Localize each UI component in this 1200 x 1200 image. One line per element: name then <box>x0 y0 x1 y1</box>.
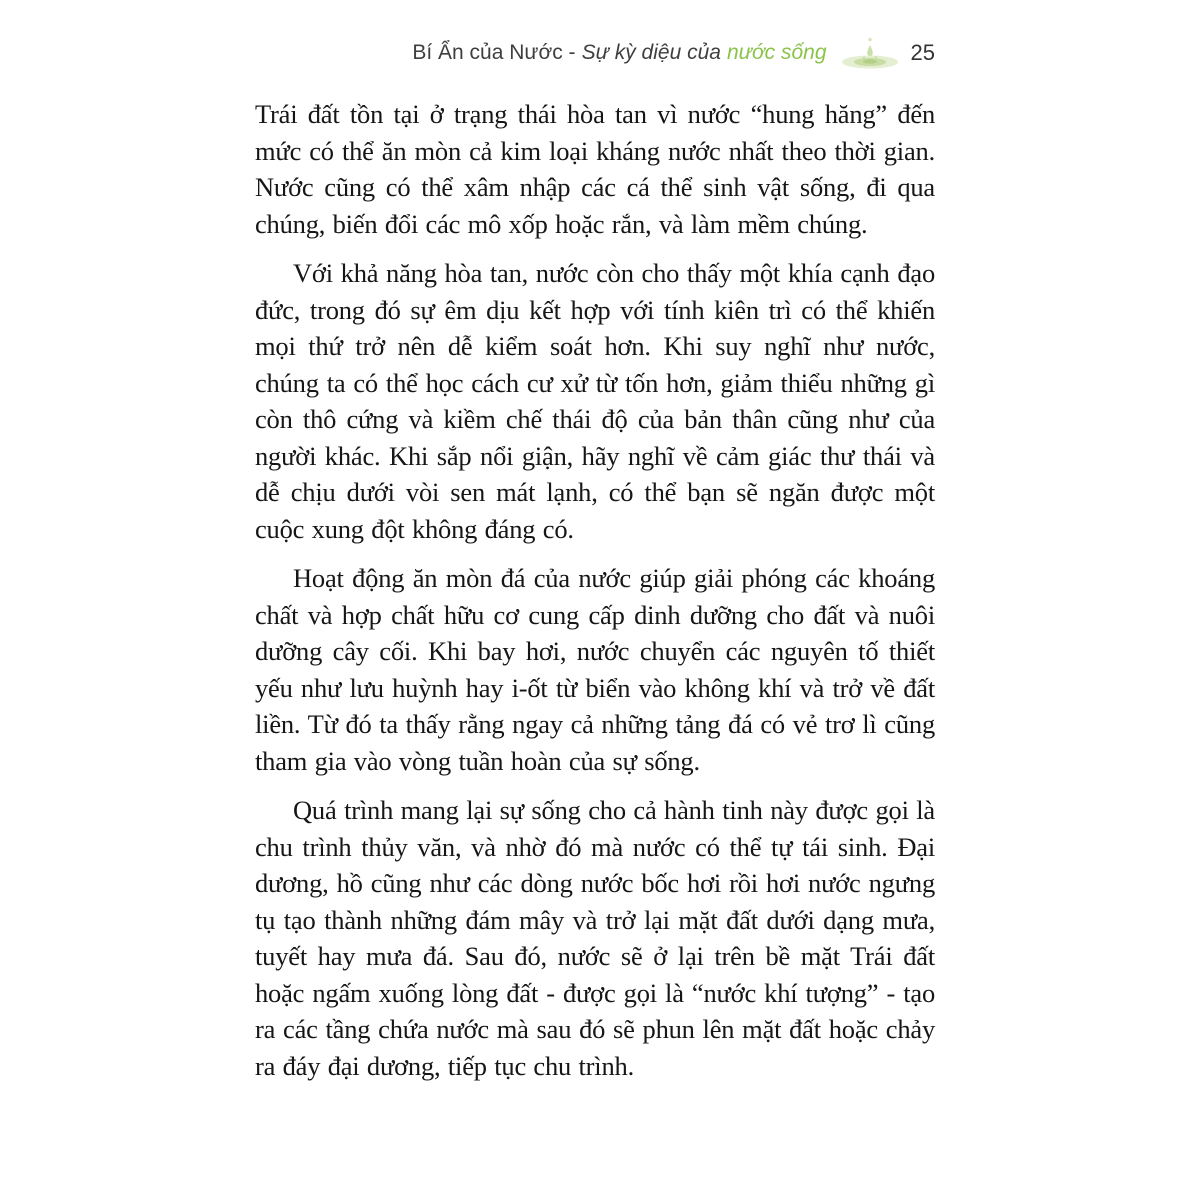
book-subtitle: Sự kỳ diệu của <box>581 41 721 64</box>
water-drop-splash-icon <box>839 33 901 73</box>
paragraph: Hoạt động ăn mòn đá của nước giúp giải phóng các khoáng chất và hợp chất hữu cơ cung cấp dinh dưỡng cho đất và nuôi dưỡng cây cối. Khi bay hơi, nước chuyển các nguyên tố thiết yếu như lưu huỳnh hay i-ốt từ biển vào không khí và trở về đất liền. Từ đó ta thấy rằng ngay cả những tảng đá có vẻ trơ lì cũng tham gia vào vòng tuần hoàn của sự sống. <box>255 563 935 776</box>
body-text-block <box>255 96 935 1097</box>
book-title: Bí Ẩn của Nước - <box>412 41 576 64</box>
paragraph: Quá trình mang lại sự sống cho cả hành tinh này được gọi là chu trình thủy văn, và nhờ đó mà nước có thể tự tái sinh. Đại dương, hồ cũng như các dòng nước bốc hơi rồi hơi nước ngưng tụ tạo thành những đám mây và trở lại mặt đất dưới dạng mưa, tuyết hay mưa đá. Sau đó, nước sẽ ở lại trên bề mặt Trái đất hoặc ngấm xuống lòng đất - được gọi là “nước khí tượng” - tạo ra các tầng chứa nước mà sau đó sẽ phun lên mặt đất hoặc chảy ra đáy đại dương, tiếp tục chu trình. <box>255 795 935 1081</box>
paragraph: Với khả năng hòa tan, nước còn cho thấy một khía cạnh đạo đức, trong đó sự êm dịu kết hợp với tính kiên trì có thể khiến mọi thứ trở nên dễ kiểm soát hơn. Khi suy nghĩ như nước, chúng ta có thể học cách cư xử từ tốn hơn, giảm thiểu những gì còn thô cứng và kiềm chế thái độ của bản thân cũng như của người khác. Khi sắp nổi giận, hãy nghĩ về cảm giác thư thái và dễ chịu dưới vòi sen mát lạnh, có thể bạn sẽ ngăn được một cuộc xung đột không đáng có. <box>255 258 935 544</box>
book-subtitle-accent: nước sống <box>726 41 827 64</box>
running-header <box>255 33 935 73</box>
paragraph: Trái đất tồn tại ở trạng thái hòa tan vì nước “hung hăng” đến mức có thể ăn mòn cả kim loại kháng nước nhất theo thời gian. Nước cũng có thể xâm nhập các cá thể sinh vật sống, đi qua chúng, biến đổi các mô xốp hoặc rắn, và làm mềm chúng. <box>255 99 935 239</box>
page-number: 25 <box>910 40 935 65</box>
